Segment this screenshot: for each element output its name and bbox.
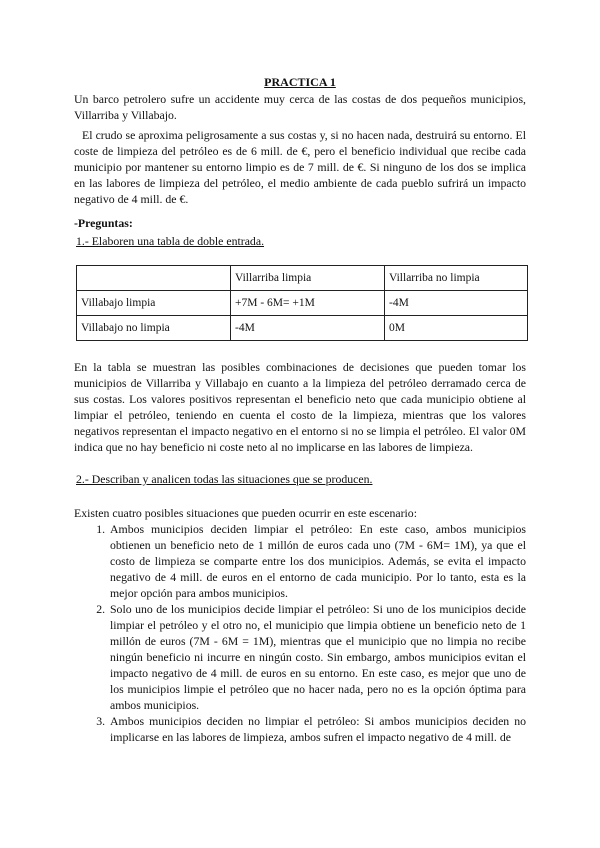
situations-list	[74, 521, 526, 745]
context-paragraph: El crudo se aproxima peligrosamente a sus costas y, si no hacen nada, destruirá su entorno. El coste de limpieza del petróleo es de 6 mill. de €, pero el beneficio individual que recibe cada municipio por mantener su entorno limpio es de 7 mill. de €. Si ninguno de los dos se implica en las labores de limpieza del petróleo, el medio ambiente de cada pueblo sufrirá un impacto negativo de 4 mill. de €.	[74, 128, 526, 206]
table-cell: 0M	[385, 316, 528, 341]
table-cell: Villabajo no limpia	[77, 316, 231, 341]
table-cell: Villarriba limpia	[231, 266, 385, 291]
table-cell: +7M - 6M= +1M	[231, 291, 385, 316]
intro-paragraph: Un barco petrolero sufre un accidente muy cerca de las costas de dos pequeños municipios, Villarriba y Villabajo.	[74, 92, 526, 122]
table-cell: -4M	[231, 316, 385, 341]
list-item: 1. Ambos municipios deciden limpiar el petróleo: En este caso, ambos municipios obtienen un beneficio neto de 1 millón de euros cada uno (7M - 6M= 1M), ya que el costo de limpieza se comparte entre los dos municipios. Además, se evita el impacto negativo de 4 mill. de euros en el entorno de cada municipio. Por lo tanto, esta es la mejor opción para ambos municipios.	[108, 521, 526, 601]
table-row	[77, 316, 528, 341]
table-cell: -4M	[385, 291, 528, 316]
table-header-row	[77, 266, 528, 291]
page-title: PRACTICA 1	[264, 75, 336, 89]
questions-heading: -Preguntas:	[74, 216, 133, 230]
list-item: 2. Solo uno de los municipios decide limpiar el petróleo: Si uno de los municipios decide limpiar el petróleo y el otro no, el municipio que limpia obtiene un beneficio neto de 1 millón de euros (7M - 6M = 1M), mientras que el municipio que no limpia no recibe ningún beneficio ni incurre en ningún costo. Sin embargo, ambos municipios evitan el impacto negativo de 4 mill. de euros en su entorno. En este caso, es mejor que uno de los municipios limpie el petróleo que no hacer nada, pero no es la opción óptima para ambos municipios.	[108, 601, 526, 713]
table-cell	[77, 266, 231, 291]
table-cell: Villarriba no limpia	[385, 266, 528, 291]
table-explanation: En la tabla se muestran las posibles combinaciones de decisiones que pueden tomar los municipios de Villarriba y Villabajo en cuanto a la limpieza del petróleo derramado cerca de sus costas. Los valores positivos representan el beneficio neto que cada municipio obtiene al limpiar el petróleo, teniendo en cuenta el costo de la limpieza, mientras que los valores negativos representan el impacto negativo en el entorno si no se limpia el petróleo. El valor 0M indica que no hay beneficio ni coste neto al no implicarse en las labores de limpieza.	[74, 360, 526, 454]
question-1: 1.- Elaboren una tabla de doble entrada.	[76, 234, 265, 248]
question-2: 2.- Describan y analicen todas las situaciones que se producen.	[76, 472, 373, 486]
table-row	[77, 291, 528, 316]
table-cell: Villabajo limpia	[77, 291, 231, 316]
situations-intro: Existen cuatro posibles situaciones que pueden ocurrir en este escenario:	[74, 506, 417, 520]
list-item: 3. Ambos municipios deciden no limpiar el petróleo: Si ambos municipios deciden no implicarse en las labores de limpieza, ambos sufren el impacto negativo de 4 mill. de	[108, 713, 526, 745]
decision-table	[76, 265, 528, 341]
